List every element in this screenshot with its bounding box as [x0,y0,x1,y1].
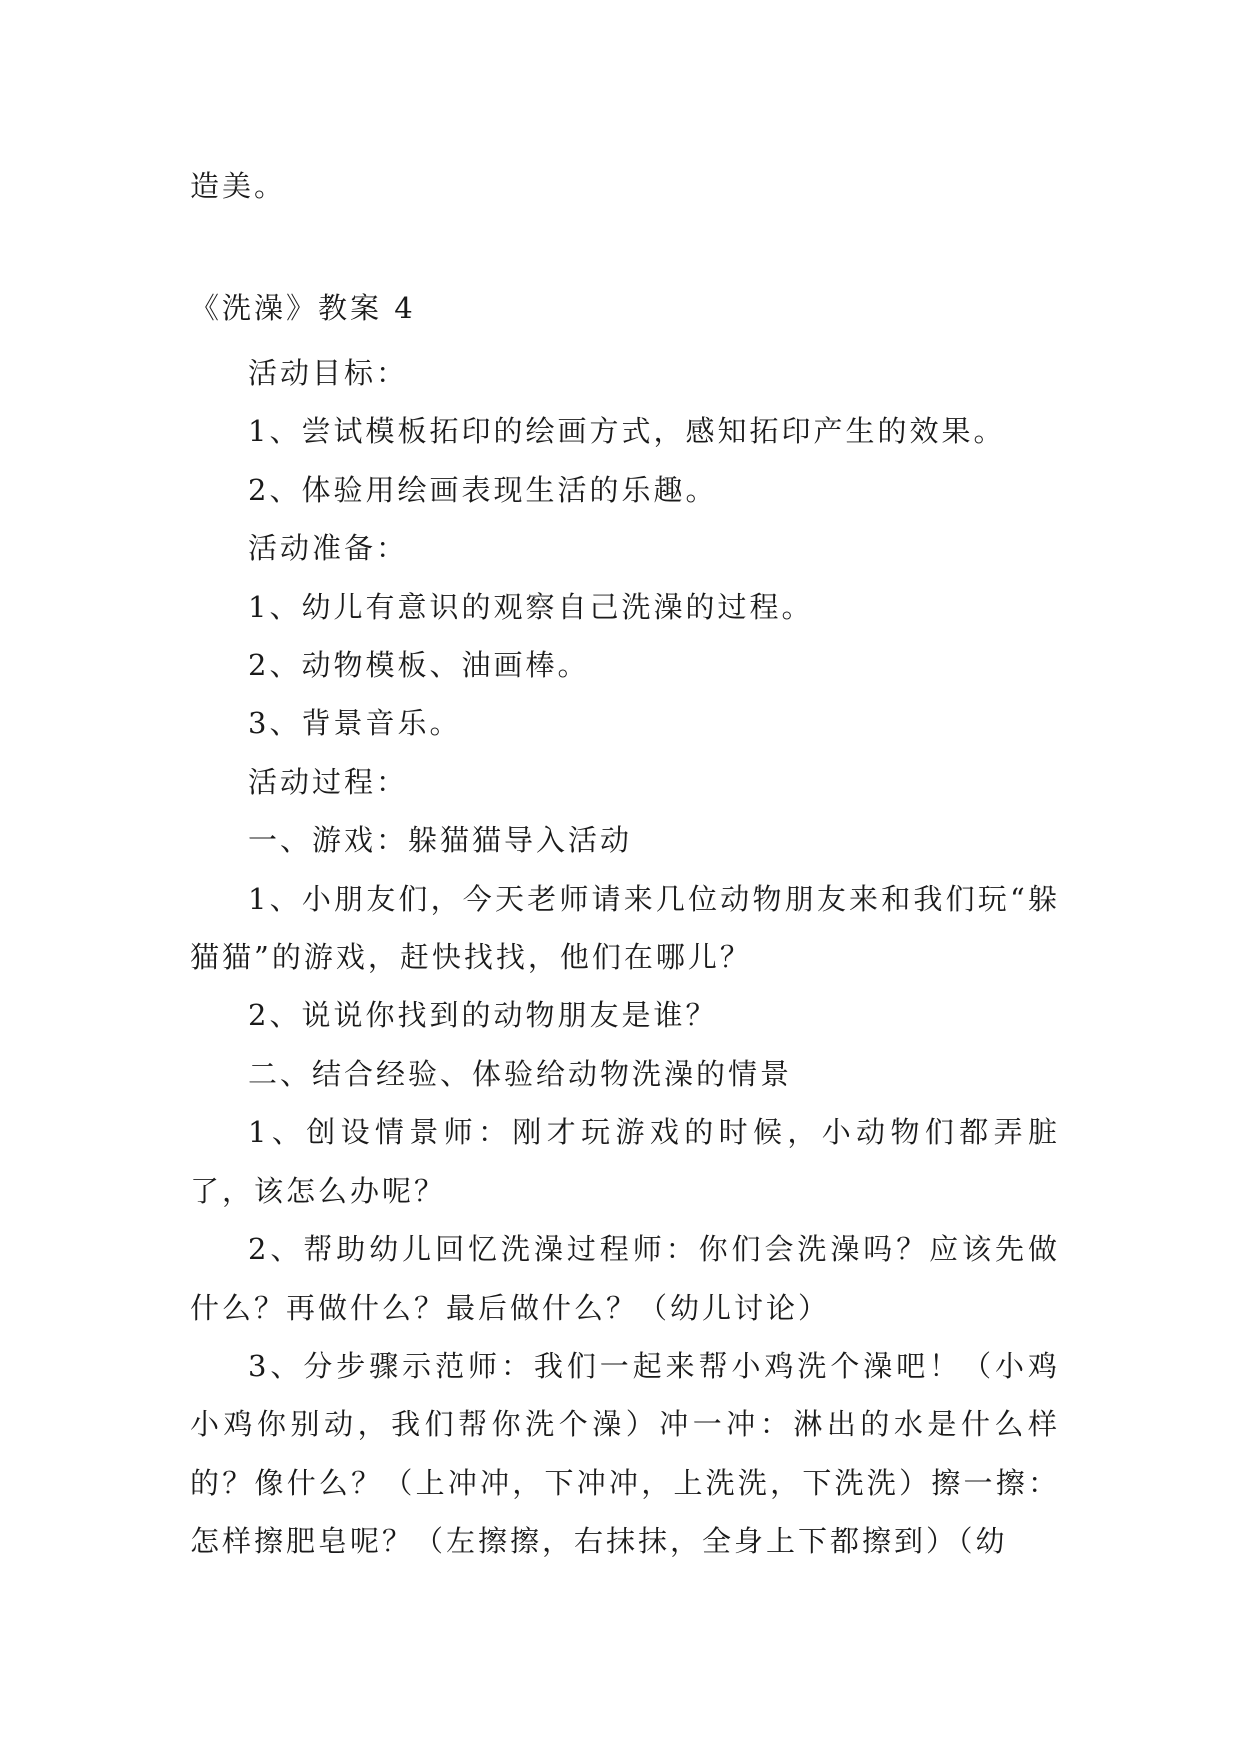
preparation-item: 3、背景音乐。 [248,706,462,741]
process-step: 3、分步骤示范师：我们一起来帮小鸡洗个澡吧！（小鸡小鸡你别动，我们帮你洗个澡）冲一冲：淋出的水是什么样的？像什么？（上冲冲，下冲冲，上洗洗，下洗洗）擦一擦：怎样擦肥皂呢？（左擦擦，右抹抹，全身上下都擦到）（幼 [190,1348,1060,1559]
lesson-body [190,344,1060,1571]
previous-text-ending: 造美。 [190,169,287,203]
preparation-item: 1、幼儿有意识的观察自己洗澡的过程。 [248,589,814,624]
process-step-heading: 一、游戏：躲猫猫导入活动 [248,823,633,858]
section-heading-preparation: 活动准备： [248,531,409,566]
process-step: 1、小朋友们，今天老师请来几位动物朋友来和我们玩“躲猫猫”的游戏，赶快找找，他们在哪儿？ [190,881,1060,975]
goal-item: 2、体验用绘画表现生活的乐趣。 [248,472,718,507]
lesson-title: 《洗澡》教案 4 [190,291,416,325]
section-heading-goals: 活动目标： [248,356,409,390]
process-step: 1、创设情景师：刚才玩游戏的时候，小动物们都弄脏了，该怎么办呢？ [190,1115,1060,1208]
process-step: 2、帮助幼儿回忆洗澡过程师：你们会洗澡吗？应该先做什么？再做什么？最后做什么？（幼儿讨论） [190,1232,1060,1325]
goal-item: 1、尝试模板拓印的绘画方式，感知拓印产生的效果。 [248,414,1006,449]
preparation-item: 2、动物模板、油画棒。 [248,648,590,683]
process-step: 2、说说你找到的动物朋友是谁？ [248,998,718,1033]
section-heading-process: 活动过程： [248,764,409,799]
process-step-heading: 二、结合经验、体验给动物洗澡的情景 [248,1056,793,1091]
